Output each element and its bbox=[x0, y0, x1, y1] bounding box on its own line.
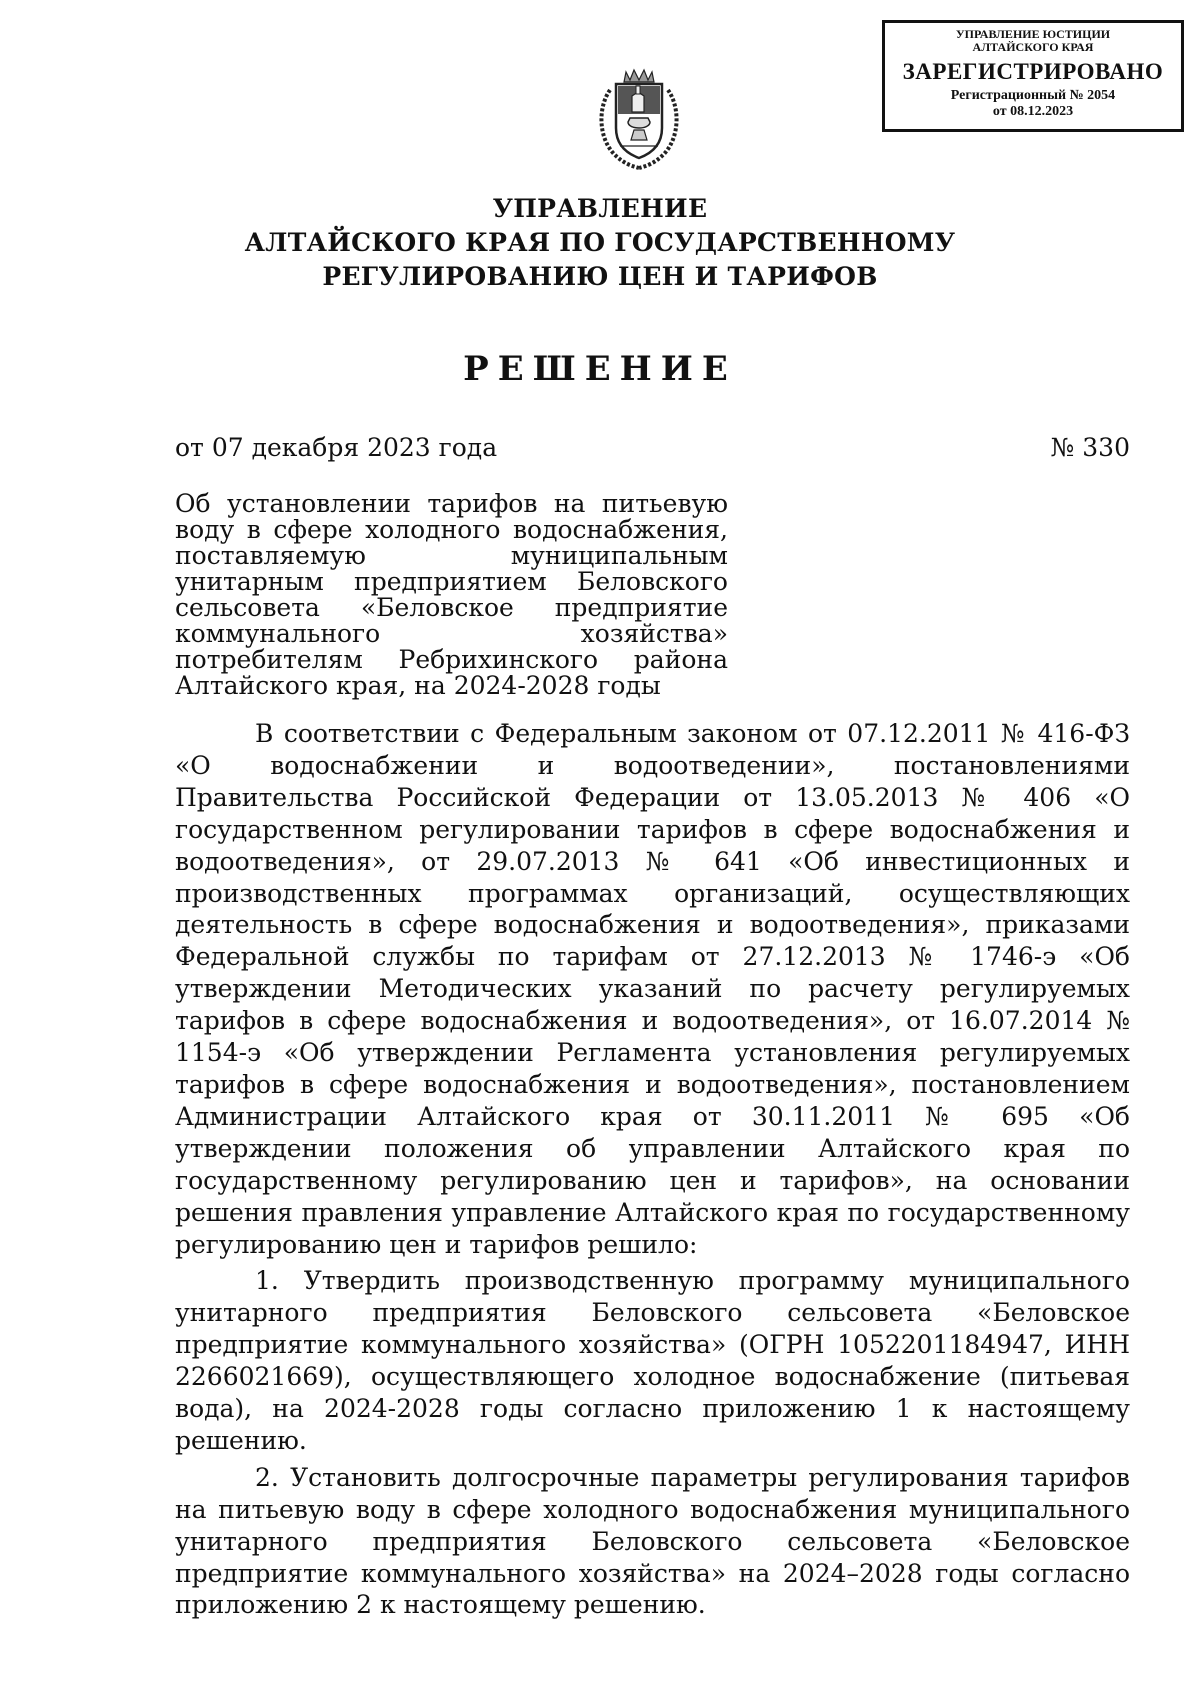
document-number: № 330 bbox=[1050, 433, 1130, 462]
document-subject: Об установлении тарифов на питьевую воду в сфере холодного водоснабжения, поставляемую муниципальным унитарным предприятием Беловского сельсовета «Беловское предприятие коммунального хозяйства» потребителям Ребрихинского района Алтайского края, на 2024-2028 годы bbox=[175, 489, 728, 700]
authority-line-3: РЕГУЛИРОВАНИЮ ЦЕН И ТАРИФОВ bbox=[322, 262, 878, 291]
altai-krai-coat-of-arms-icon bbox=[592, 62, 686, 172]
document-date: от 07 декабря 2023 года bbox=[175, 433, 498, 462]
authority-line-2: АЛТАЙСКОГО КРАЯ ПО ГОСУДАРСТВЕННОМУ bbox=[244, 228, 956, 257]
document-body bbox=[175, 718, 1130, 1621]
document-type-title: РЕШЕНИЕ bbox=[463, 349, 737, 389]
stamp-reg-date: от 08.12.2023 bbox=[992, 104, 1074, 119]
issuing-authority bbox=[200, 192, 1000, 294]
stamp-line-2: АЛТАЙСКОГО КРАЯ bbox=[972, 40, 1094, 54]
stamp-reg-number: Регистрационный № 2054 bbox=[950, 88, 1116, 103]
preamble-paragraph: В соответствии с Федеральным законом от 07.12.2011 № 416-ФЗ «О водоснабжении и водоотведении», постановлениями Правительства Российской Федерации от 13.05.2013 № 406 «О государственном регулировании тарифов в сфере водоснабжения и водоотведения», от 29.07.2013 № 641 «Об инвестиционных и производственных программах организаций, осуществляющих деятельность в сфере водоснабжения и водоотведения», приказами Федеральной службы по тарифам от 27.12.2013 № 1746-э «Об утверждении Методических указаний по расчету регулируемых тарифов в сфере водоснабжения и водоотведения», от 16.07.2014 № 1154-э «Об утверждении Регламента установления регулируемых тарифов в сфере водоснабжения и водоотведения», постановлением Администрации Алтайского края от 30.11.2011 № 695 «Об утверждении положения об управлении Алтайского края по государственному регулированию цен и тарифов», на основании решения правления управление Алтайского края по государственному регулированию цен и тарифов решило: bbox=[175, 719, 1130, 1259]
item-1-paragraph: 1. Утвердить производственную программу муниципального унитарного предприятия Беловского сельсовета «Беловское предприятие коммунального хозяйства» (ОГРН 1052201184947, ИНН 2266021669), осуществляющего холодное водоснабжение (питьевая вода), на 2024-2028 годы согласно приложению 1 к настоящему решению. bbox=[175, 1266, 1130, 1455]
item-2-paragraph: 2. Установить долгосрочные параметры регулирования тарифов на питьевую воду в сфере холодного водоснабжения муниципального унитарного предприятия Беловского сельсовета «Беловское предприятие коммунального хозяйства» на 2024–2028 годы согласно приложению 2 к настоящему решению. bbox=[175, 1462, 1130, 1620]
authority-line-1: УПРАВЛЕНИЕ bbox=[492, 194, 708, 223]
stamp-status: ЗАРЕГИСТРИРОВАНО bbox=[902, 59, 1164, 84]
stamp-line-1: УПРАВЛЕНИЕ ЮСТИЦИИ bbox=[955, 27, 1111, 41]
registration-stamp bbox=[882, 20, 1184, 132]
